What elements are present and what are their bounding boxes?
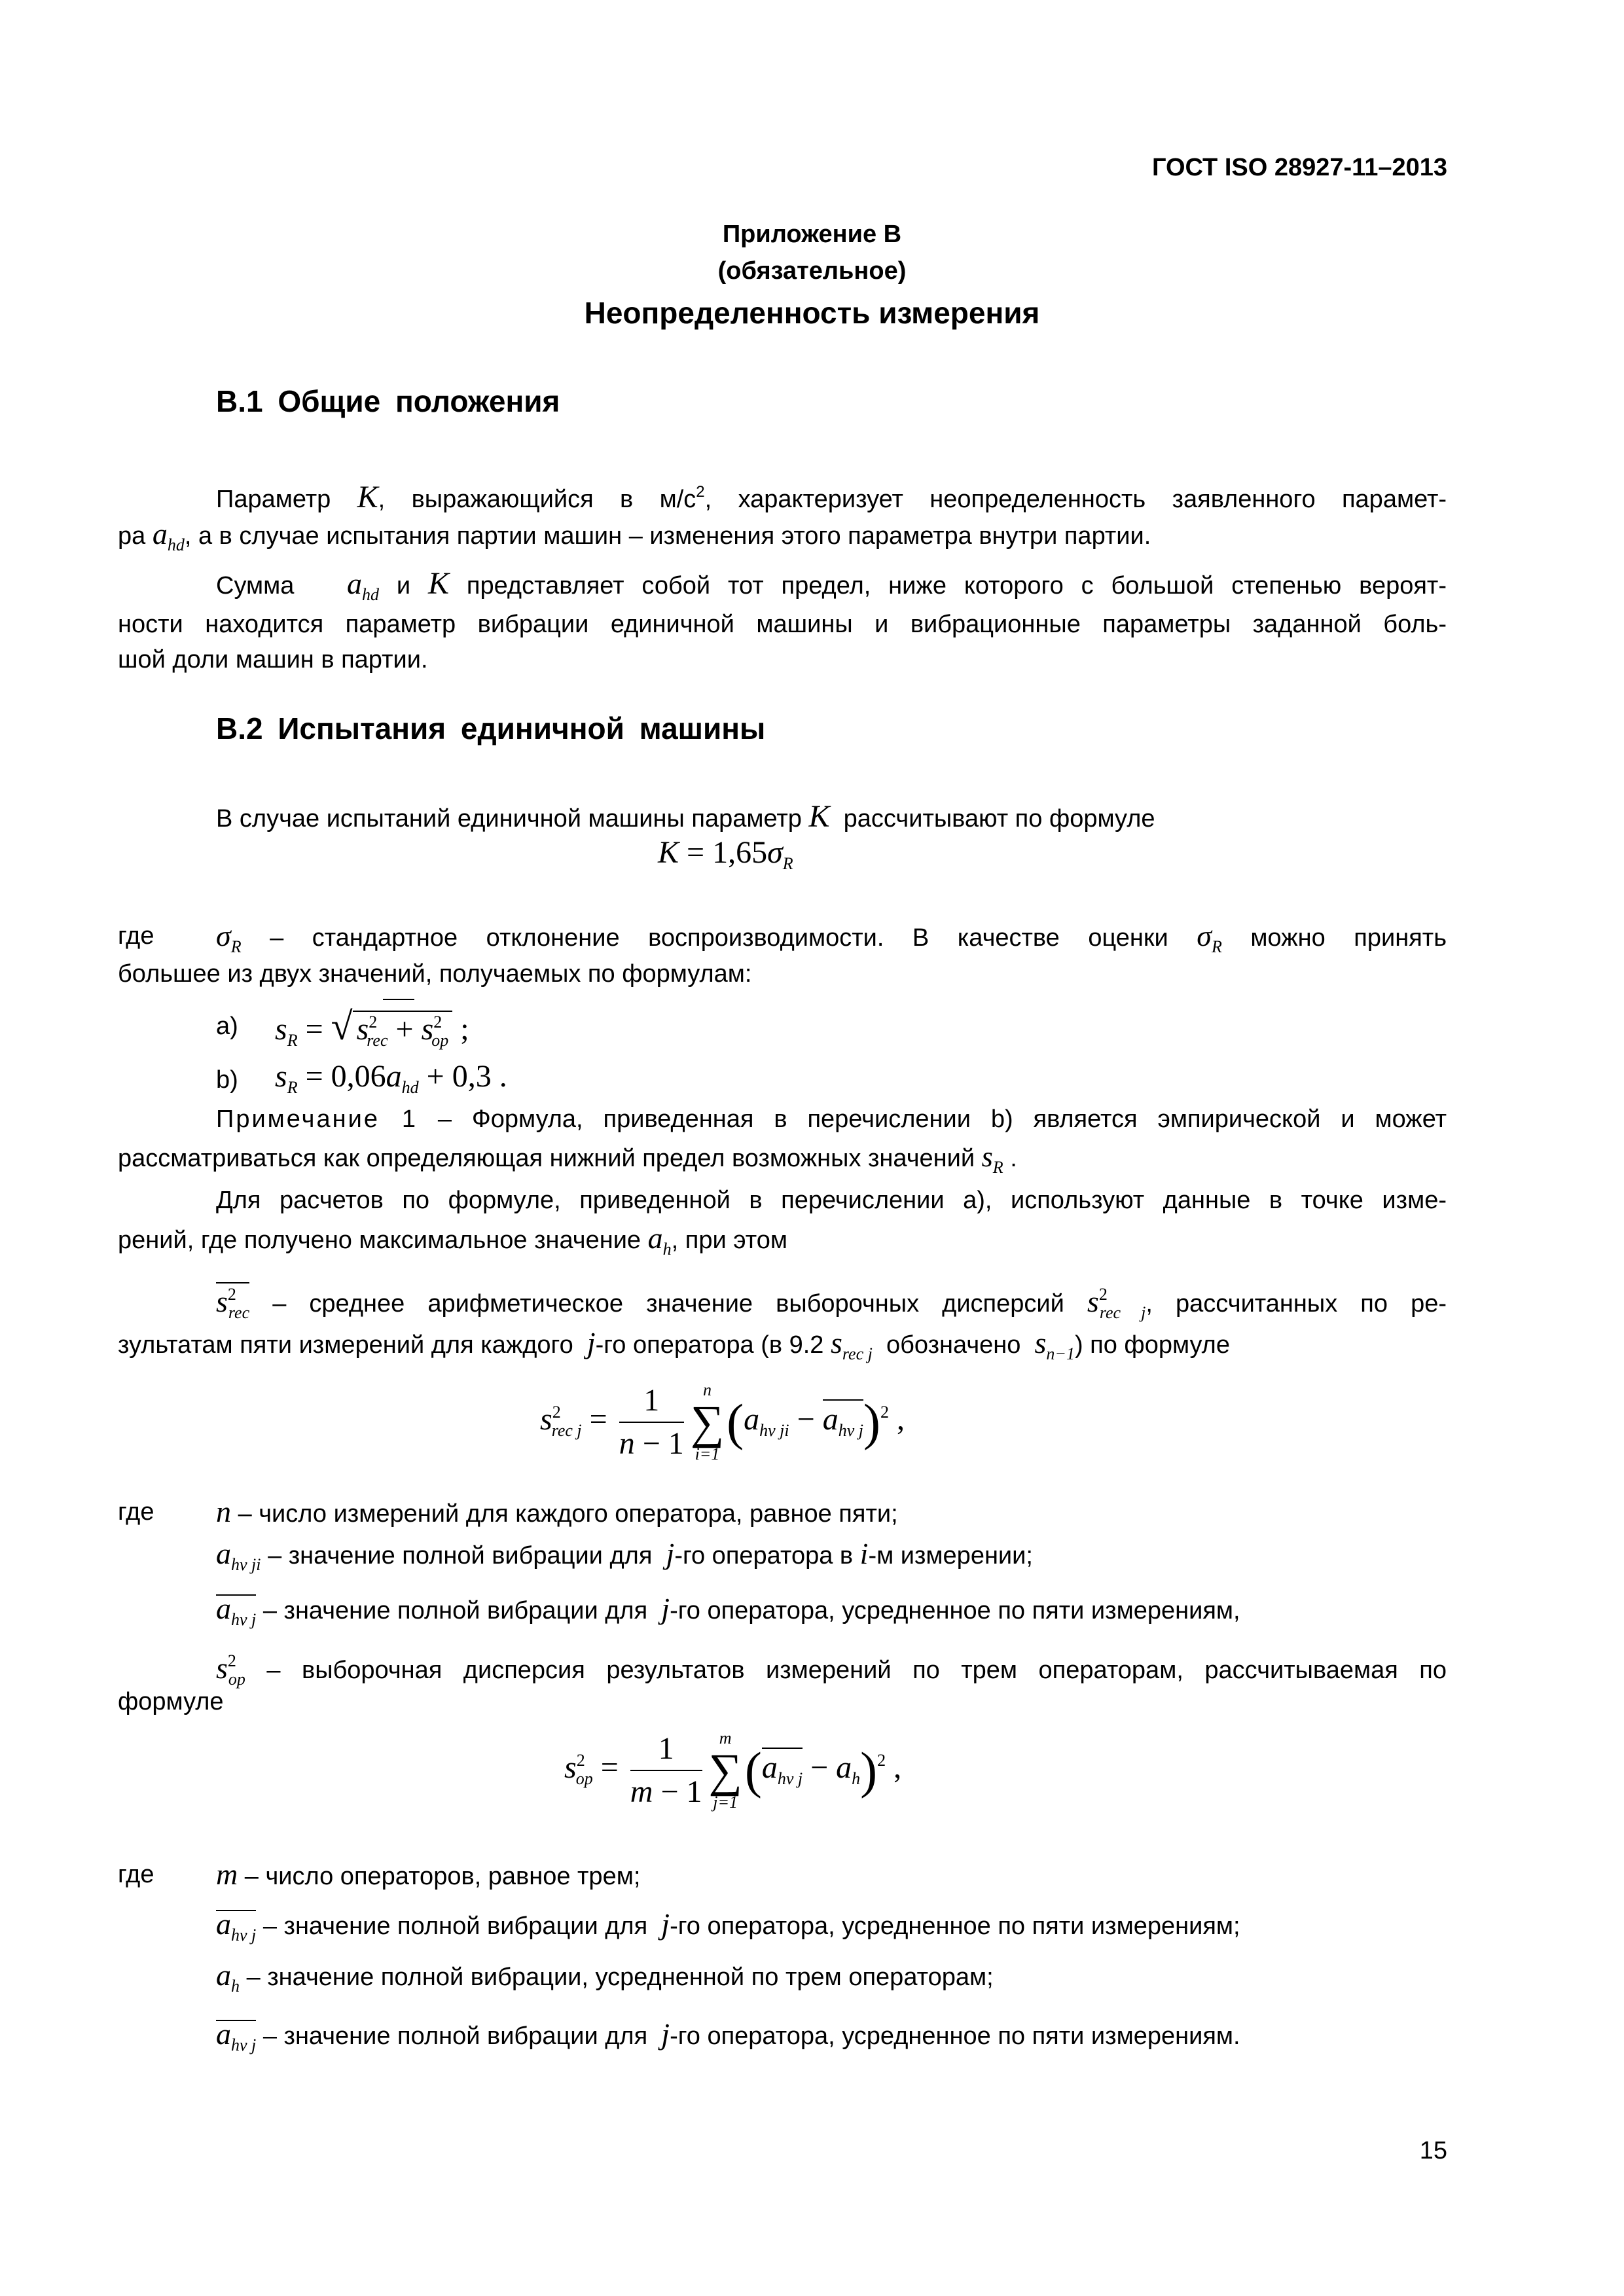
item-a-label: а)	[216, 1013, 238, 1040]
where-label-3: где	[118, 1861, 154, 1888]
formula-a: $s_R$ = √ $s^2_{rec} + s^2_{op}$ ;	[275, 1005, 469, 1050]
def-sop-line2: формуле	[118, 1688, 224, 1715]
appendix-heading: Неопределенность измерения	[584, 296, 1040, 330]
b1-para1-line2: ра $a_{hd}$, а в случае испытания партии машин – изменения этого параметра внутри партии.	[118, 517, 1151, 554]
def-ahvj-2: $a_{hv j}$ – значение полной вибрации для j-го оператора, усредненное по пяти измерениям;	[216, 1907, 1240, 1945]
symbol-ahd: $a_{hd}$	[152, 517, 185, 554]
b1-para2-line3: шой доли машин в партии.	[118, 646, 428, 673]
where-label-2: где	[118, 1498, 154, 1526]
note-line1: Примечание 1 – Формула, приведенная в перечислении b) является эмпирической и может	[216, 1105, 1447, 1133]
page-number: 15	[1419, 2137, 1447, 2164]
b1-para2-line1: Сумма $a_{hd}$ и K представляет собой тот предел, ниже которого с большой степенью вероят-	[216, 566, 1447, 604]
symbol-k: K	[357, 480, 378, 514]
mean-def-line2: зультатам пяти измерений для каждого j-го оператора (в 9.2 $s_{rec j}$ обозначено $s_{n-1}$) по формуле	[118, 1326, 1230, 1363]
b2-para1: В случае испытаний единичной машины параметр K рассчитывают по формуле	[216, 799, 1155, 834]
def-sop-line1: $s^2_{op}$ – выборочная дисперсия результатов измерений по трем операторам, рассчитываемая по	[216, 1651, 1447, 1689]
def-ahvj-3: $a_{hv j}$ – значение полной вибрации для j-го оператора, усредненное по пяти измерениям.	[216, 2017, 1240, 2054]
section-b1-heading: В.1 Общие положения	[216, 384, 560, 418]
item-b-label: b)	[216, 1066, 238, 1094]
appendix-title: Приложение В	[722, 221, 902, 248]
b1-para1-line1: Параметр K, выражающийся в $м/с^2$, характеризует неопределенность заявленного парамет-	[216, 480, 1447, 514]
def-ah: $a_h$ – значение полной вибрации, усредненной по трем операторам;	[216, 1958, 994, 1996]
where-label-1: где	[118, 922, 154, 950]
def-sigma-line2: большее из двух значений, получаемых по формулам:	[118, 960, 752, 988]
section-b2-heading: В.2 Испытания единичной машины	[216, 711, 766, 745]
mean-def-line1: $s^2_{rec}$ – среднее арифметическое значение выборочных дисперсий $s^2_{rec j}$, рассчитанных по ре-	[216, 1276, 1447, 1331]
calc-line1: Для расчетов по формуле, приведенной в перечислении а), используют данные в точке изме-	[216, 1187, 1447, 1214]
formula-sop: $s^2_{op}$ = $\frac{1}{m - 1}$ m ∑ j=1 $(a_{hv j} - a_h)^2$ ,	[564, 1729, 902, 1812]
formula-srec: $s^2_{rec j}$ = $\frac{1}{n - 1}$ n ∑ i=1 $(a_{hv ji} - a_{hv j})^2$ ,	[540, 1380, 905, 1463]
def-ahvj: $a_{hv j}$ – значение полной вибрации для j-го оператора, усредненное по пяти измерениям,	[216, 1592, 1240, 1629]
note-line2: рассматриваться как определяющая нижний предел возможных значений $s_R$ .	[118, 1141, 1017, 1177]
b1-para2-line2: ности находится параметр вибрации единичной машины и вибрационные параметры заданной боль-	[118, 611, 1447, 638]
standard-header: ГОСТ ISO 28927-11–2013	[1151, 154, 1447, 181]
def-m: m – число операторов, равное трем;	[216, 1857, 641, 1891]
calc-line2: рений, где получено максимальное значение $a_h$, при этом	[118, 1221, 788, 1259]
def-n: n – число измерений для каждого оператора, равное пяти;	[216, 1495, 898, 1528]
appendix-type: (обязательное)	[717, 257, 907, 285]
formula-b: $s_R = 0,06a_{hd} + 0,3$ .	[275, 1059, 507, 1097]
srec-overline-a	[383, 999, 414, 1000]
formula-k: $K = 1,65\sigma_R$	[658, 835, 793, 873]
def-sigma-line1: $\sigma_R$ – стандартное отклонение воспроизводимости. В качестве оценки $\sigma_R$ можно принять	[216, 919, 1447, 956]
def-ahvji: $a_{hv ji}$ – значение полной вибрации для j-го оператора в i-м измерении;	[216, 1537, 1033, 1574]
